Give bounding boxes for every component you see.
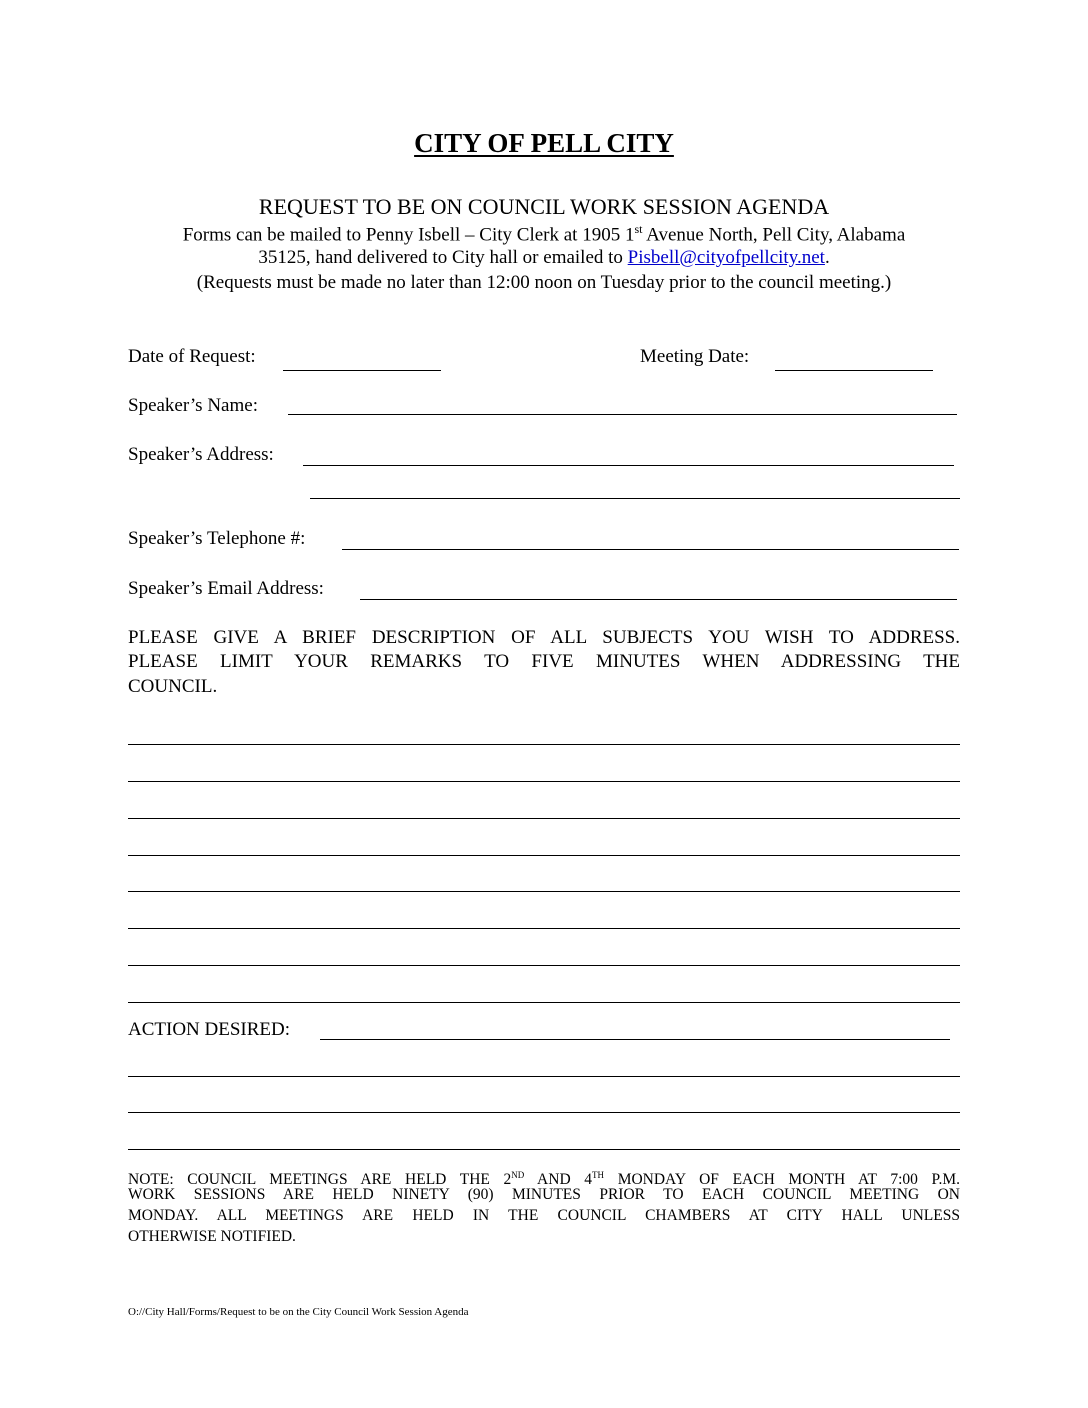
speaker-name-label: Speaker’s Name: [128, 395, 258, 416]
speaker-email-field[interactable] [360, 599, 957, 600]
email-link[interactable]: Pisbell@cityofpellcity.net [627, 247, 825, 268]
mailing-instructions [0, 222, 1088, 246]
delivery-period: . [824, 247, 830, 268]
ordinal-suffix: TH [592, 1170, 605, 1180]
meeting-date-field[interactable] [775, 370, 933, 371]
description-line[interactable] [128, 744, 960, 745]
speaker-telephone-label: Speaker’s Telephone #: [128, 528, 306, 549]
ordinal-suffix: st [634, 222, 643, 236]
file-path-footer: O://City Hall/Forms/Request to be on the City Council Work Session Agenda [128, 1306, 469, 1318]
speaker-address-field-line-2[interactable] [310, 498, 960, 499]
description-line[interactable] [128, 855, 960, 856]
action-desired-line[interactable] [128, 1112, 960, 1113]
meeting-note-line-4: OTHERWISE NOTIFIED. [128, 1228, 296, 1245]
mailing-text-end: Avenue North, Pell City, Alabama [642, 224, 906, 246]
action-desired-line[interactable] [128, 1149, 960, 1150]
action-desired-line[interactable] [128, 1076, 960, 1077]
deadline-note: (Requests must be made no later than 12:00 noon on Tuesday prior to the council meeting.) [196, 272, 892, 293]
speaker-address-field-line-1[interactable] [303, 465, 954, 466]
speaker-address-label: Speaker’s Address: [128, 444, 274, 465]
description-line[interactable] [128, 928, 960, 929]
speaker-email-label: Speaker’s Email Address: [128, 578, 324, 599]
meeting-note-line-2: WORK SESSIONS ARE HELD NINETY (90) MINUTES PRIOR TO EACH COUNCIL MEETING ON [128, 1186, 960, 1203]
description-line[interactable] [128, 818, 960, 819]
description-instruction-line-1: PLEASE GIVE A BRIEF DESCRIPTION OF ALL SUBJECTS YOU WISH TO ADDRESS. [128, 627, 960, 648]
date-of-request-label: Date of Request: [128, 346, 256, 367]
ordinal-suffix: ND [511, 1170, 525, 1180]
meeting-date-label: Meeting Date: [640, 346, 750, 367]
action-desired-label: ACTION DESIRED: [128, 1019, 291, 1040]
speaker-name-field[interactable] [288, 414, 957, 415]
description-instruction-line-2: PLEASE LIMIT YOUR REMARKS TO FIVE MINUTES WHEN ADDRESSING THE [128, 651, 960, 672]
description-line[interactable] [128, 965, 960, 966]
delivery-text: 35125, hand delivered to City hall or emailed to [258, 247, 628, 268]
speaker-telephone-field[interactable] [342, 549, 959, 550]
mailing-text: Forms can be mailed to Penny Isbell – City Clerk at 1905 1 [182, 224, 635, 246]
form-title: CITY OF PELL CITY [414, 128, 674, 158]
description-line[interactable] [128, 891, 960, 892]
meeting-note-line-3: MONDAY. ALL MEETINGS ARE HELD IN THE COUNCIL CHAMBERS AT CITY HALL UNLESS [128, 1207, 960, 1224]
date-of-request-field[interactable] [283, 370, 441, 371]
description-instruction-line-3: COUNCIL. [128, 676, 218, 697]
action-desired-field[interactable] [320, 1039, 950, 1040]
description-line[interactable] [128, 781, 960, 782]
form-subtitle: REQUEST TO BE ON COUNCIL WORK SESSION AGENDA [258, 194, 830, 219]
description-line[interactable] [128, 1002, 960, 1003]
note-text: NOTE: COUNCIL MEETINGS ARE HELD THE 2 [128, 1171, 512, 1189]
delivery-instructions [0, 247, 1088, 269]
note-text: AND 4 [524, 1171, 593, 1189]
note-text: MONDAY OF EACH MONTH AT 7:00 P.M. [604, 1171, 960, 1189]
